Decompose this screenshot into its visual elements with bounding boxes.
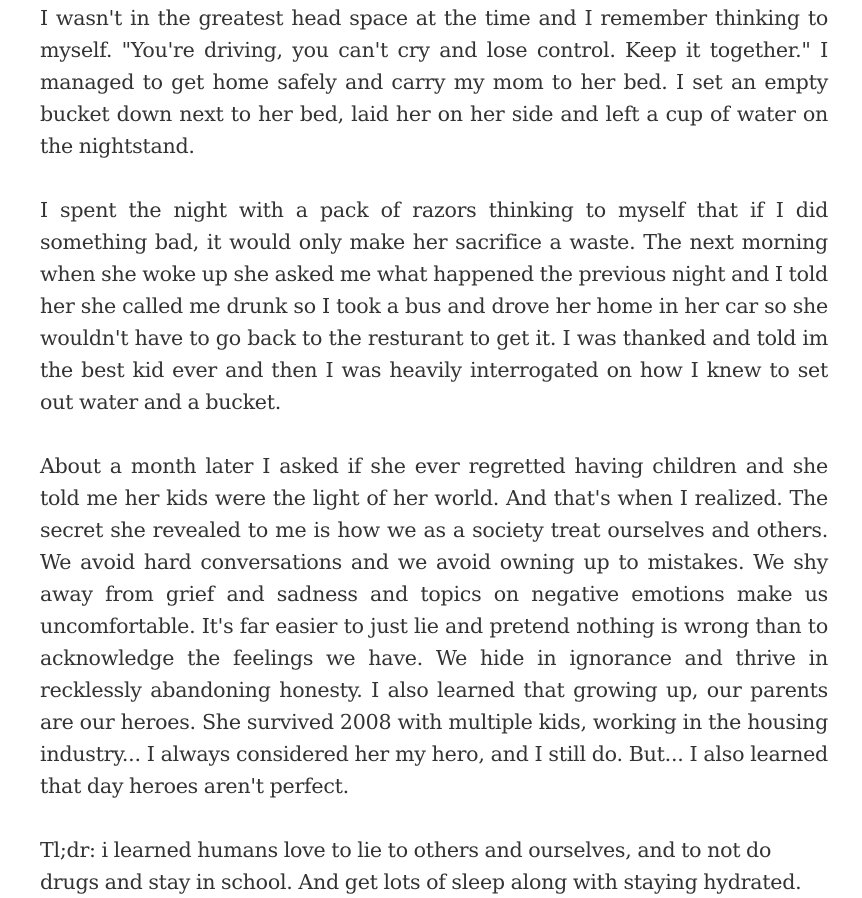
paragraph-4: Tl;dr: i learned humans love to lie to others and ourselves, and to not do drugs and stay in school. And get lots of sleep along with staying hydrated. — [40, 838, 802, 894]
paragraph-2: I spent the night with a pack of razors thinking to myself that if I did something bad, it would only make her sacrifice a waste. The next morning when she woke up she asked me what happened the previous night and I told her she called me drunk so I took a bus and drove her home in her car so she wouldn't have to go back to the resturant to get it. I was thanked and told im the best kid ever and then I was heavily interrogated on how I knew to set out water and a bucket. — [40, 198, 828, 414]
paragraph-3: About a month later I asked if she ever regretted having children and she told me her kids were the light of her world. And that's when I realized. The secret she revealed to me is how we as a society treat ourselves and others. We avoid hard conversations and we avoid owning up to mistakes. We shy away from grief and sadness and topics on negative emotions make us uncomfortable. It's far easier to just lie and pretend nothing is wrong than to acknowledge the feelings we have. We hide in ignorance and thrive in recklessly abandoning honesty. I also learned that growing up, our parents are our heroes. She survived 2008 with multiple kids, working in the housing industry... I always considered her my hero, and I still do. But... I also learned that day heroes aren't perfect. — [40, 454, 828, 798]
story-text — [40, 2, 828, 898]
paragraph-1: I wasn't in the greatest head space at the time and I remember thinking to myself. "You're driving, you can't cry and lose control. Keep it together." I managed to get home safely and carry my mom to her bed. I set an empty bucket down next to her bed, laid her on her side and left a cup of water on the nightstand. — [40, 6, 828, 158]
